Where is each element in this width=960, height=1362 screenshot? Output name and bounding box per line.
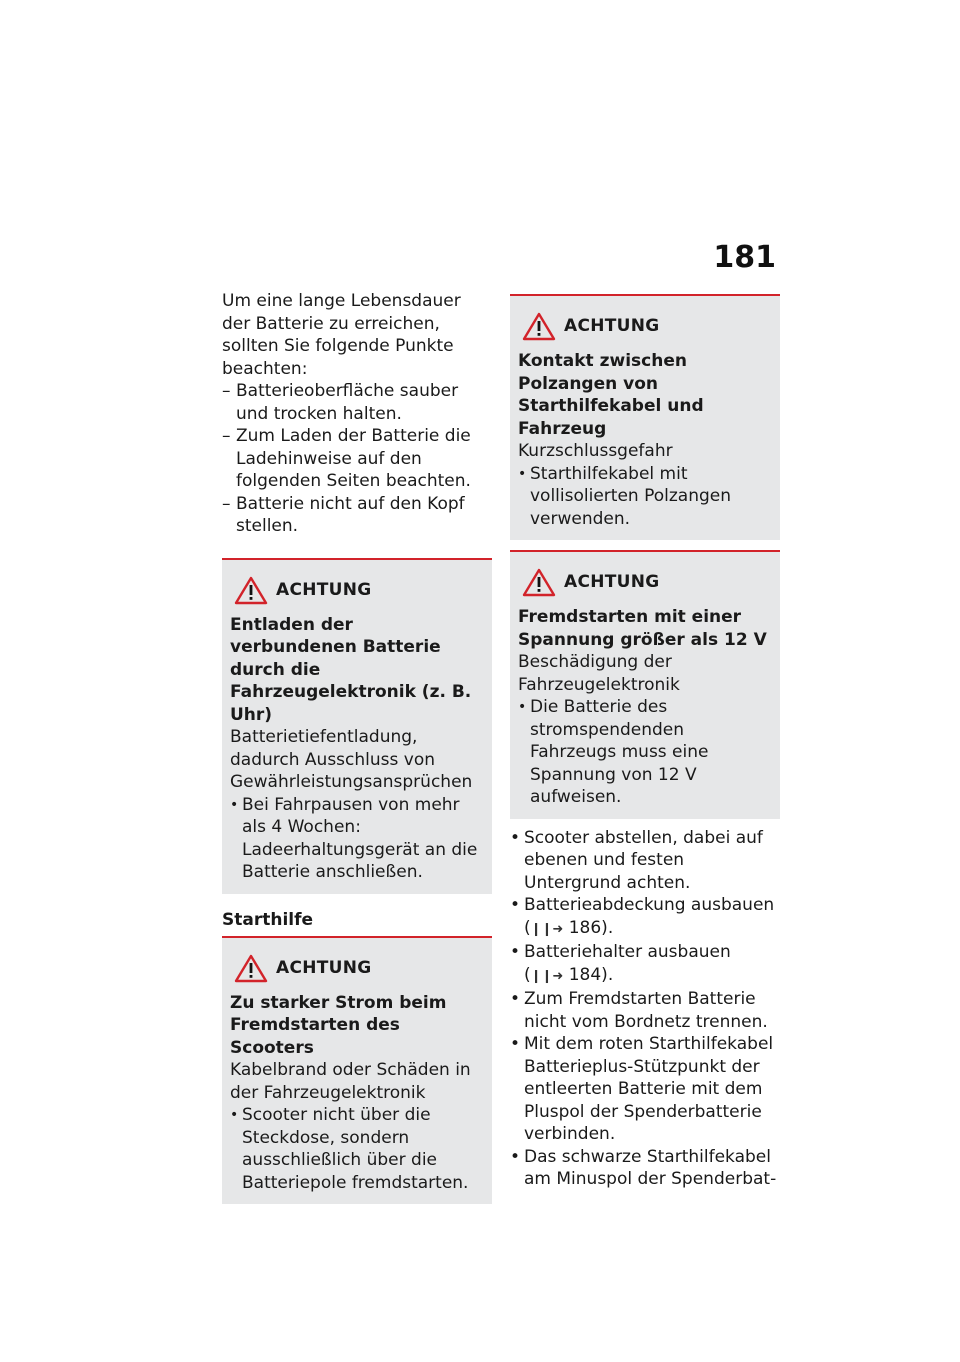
list-item [510,827,780,895]
warning-box-voltage [510,550,780,819]
reference-arrow-icon: ❙❙➜ [530,921,564,937]
list-item: – Batterieoberfläche sauber und trocken halten. [222,380,492,425]
list-item: • Bei Fahrpausen von mehr als 4 Wochen: Ladeerhaltungsgerät an die Batterie anschließen. [230,794,484,884]
section-title: Starthilfe [222,909,314,930]
page-reference[interactable]: 184). [568,964,614,985]
list-item: – Batterie nicht auf den Kopf stellen. [222,493,492,538]
warning-body: Beschädigung der Fahrzeugelektronik [518,652,680,695]
warning-triangle-icon [234,953,268,983]
left-column [222,290,492,1204]
intro-list [222,380,492,538]
step-text: Batterieabdeckung ausbauen [524,895,775,915]
warning-body: Kurzschlussgefahr [518,441,673,461]
warning-title: ACHTUNG [276,957,372,978]
reference-arrow-icon: ❙❙➜ [530,968,564,984]
steps-list [510,827,780,1191]
warning-triangle-icon [234,575,268,605]
warning-box-discharge [222,558,492,894]
warning-box-strong-current [222,936,492,1205]
warning-header [230,570,484,610]
step-text: Mit dem roten Starthilfekabel Batterieplus-Stützpunkt der entleerten Batterie mit dem Pluspol der Spenderbatterie verbinden. [524,1034,774,1144]
intro-text: Um eine lange Lebensdauer der Batterie zu erreichen, sollten Sie folgende Punkte beachten: [222,291,461,379]
step-text: Batteriehalter ausbauen [524,942,731,962]
warning-title: ACHTUNG [276,579,372,600]
warning-list [518,696,772,809]
warning-header [230,948,484,988]
step-text: Zum Fremdstarten Batterie nicht vom Bordnetz trennen. [524,989,768,1032]
warning-box-contact [510,294,780,540]
warning-list [230,1104,484,1194]
warning-list [230,794,484,884]
warning-subtitle: Fremdstarten mit einer Spannung größer als 12 V [518,607,767,650]
warning-body: Kabelbrand oder Schäden in der Fahrzeugelektronik [230,1060,471,1103]
list-item: • Die Batterie des stromspendenden Fahrzeugs muss eine Spannung von 12 V aufweisen. [518,696,772,809]
list-item: • Batteriehalter ausbauen (❙❙➜ 184). [510,941,780,988]
list-item [510,1033,780,1146]
warning-list [518,463,772,531]
step-text: Das schwarze Starthilfekabel am Minuspol der Spenderbat- [524,1146,777,1189]
step-text: Scooter abstellen, dabei auf ebenen und festen Untergrund achten. [524,827,763,893]
warning-subtitle: Kontakt zwischen Polzangen von Starthilfekabel und Fahrzeug [518,351,704,439]
warning-body: Batterietiefentladung, dadurch Ausschluss von Gewährleistungsansprüchen [230,727,473,792]
warning-title: ACHTUNG [564,572,660,592]
warning-subtitle: Entladen der verbundenen Batterie durch die Fahrzeugelektronik (z. B. Uhr) [230,614,472,725]
right-column [510,294,780,1191]
warning-header [518,306,772,346]
list-item: • Batterieabdeckung ausbauen (❙❙➜ 186). [510,894,780,941]
list-item [510,1146,780,1191]
page-reference[interactable]: 186). [568,917,614,938]
list-item: – Zum Laden der Batterie die Ladehinweise auf den folgenden Seiten beachten. [222,425,492,493]
list-item: • Starthilfekabel mit vollisolierten Polzangen verwenden. [518,463,772,531]
warning-triangle-icon [522,567,556,597]
warning-title: ACHTUNG [564,316,660,336]
warning-subtitle: Zu starker Strom beim Fremdstarten des Scooters [230,992,447,1058]
page-number: 181 [713,240,776,275]
list-item: • Scooter nicht über die Steckdose, sondern ausschließlich über die Batteriepole fremdstarten. [230,1104,484,1194]
warning-header [518,562,772,602]
warning-triangle-icon [522,311,556,341]
list-item [510,988,780,1033]
